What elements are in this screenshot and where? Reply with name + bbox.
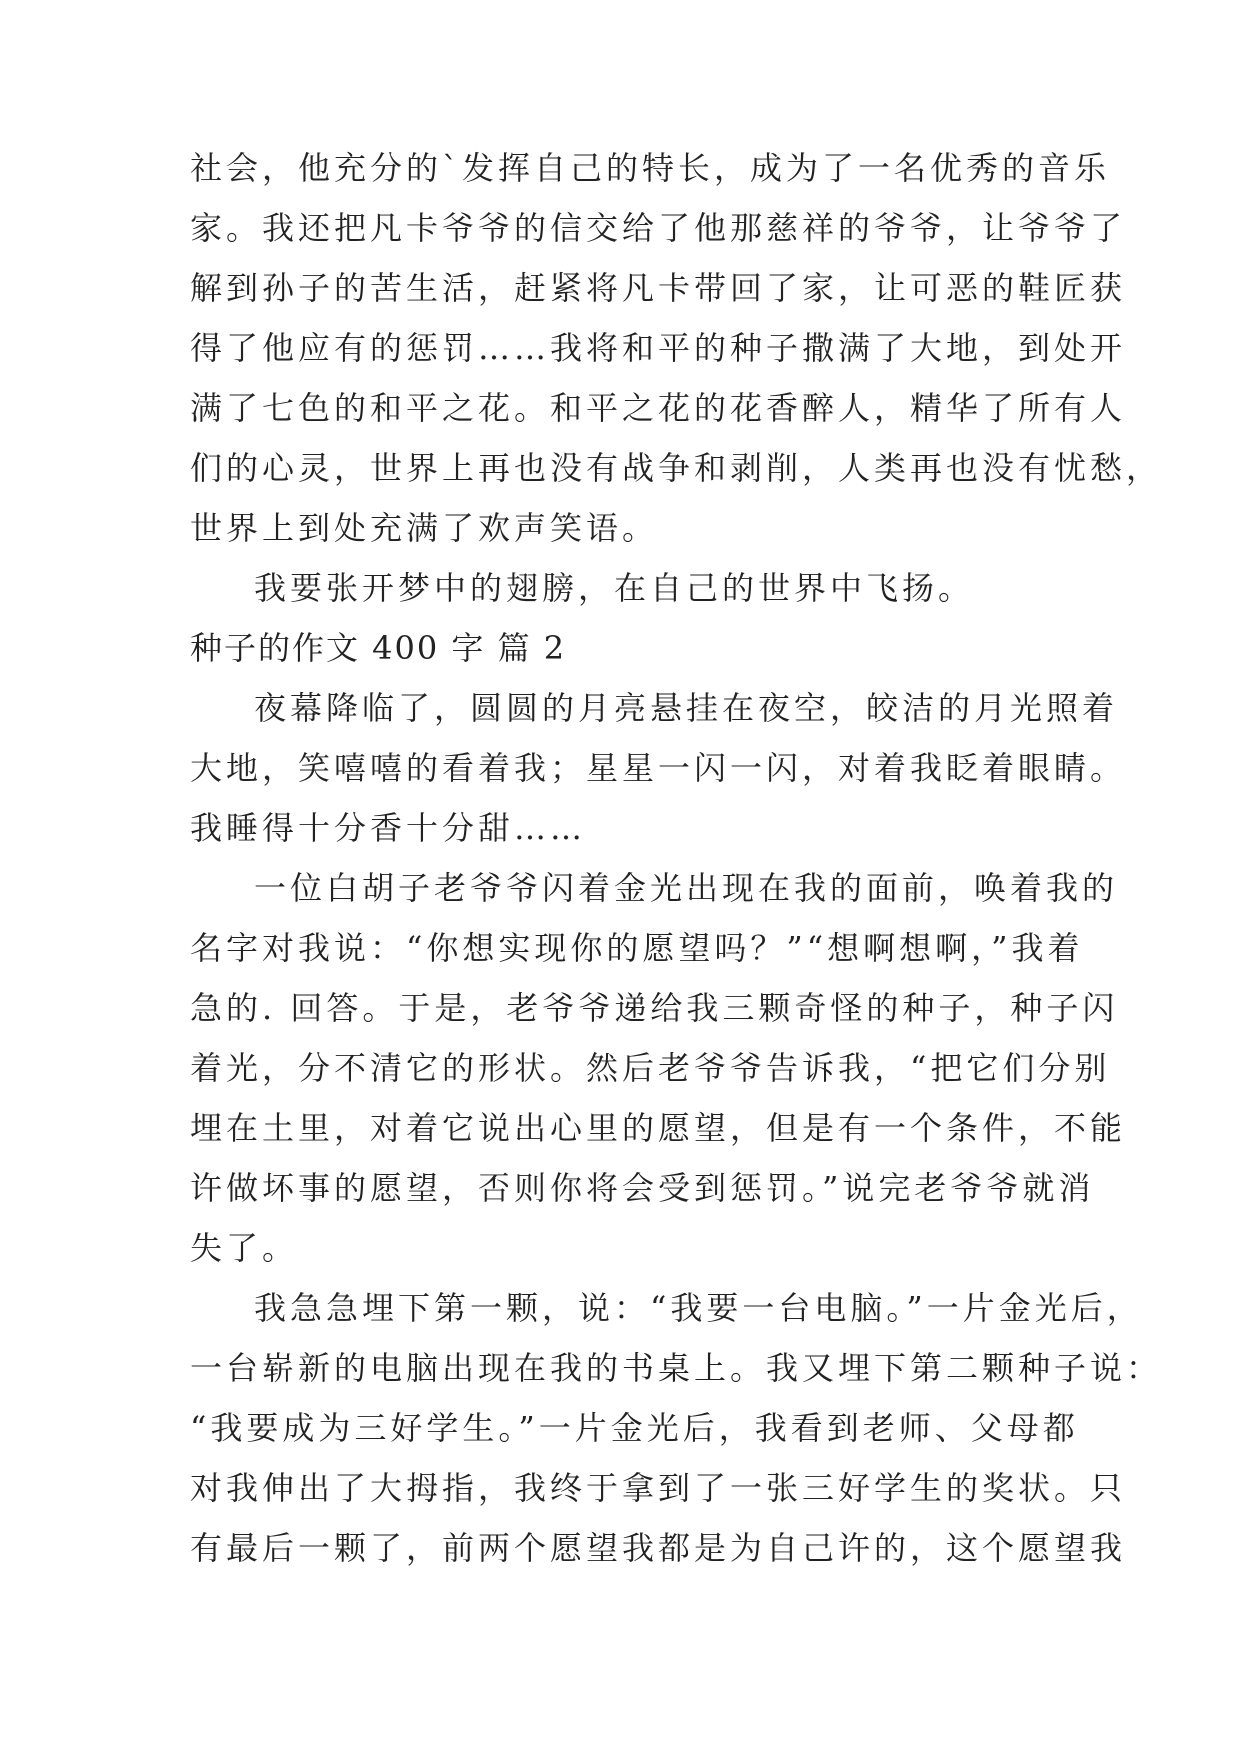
text-line: 对我伸出了大拇指，我终于拿到了一张三好学生的奖状。只 <box>190 1469 1127 1507</box>
text-line: 社会，他充分的`发挥自己的特长，成为了一名优秀的音乐 <box>190 149 1111 187</box>
paragraph-line: 我要张开梦中的翅膀，在自己的世界中飞扬。 <box>254 569 975 607</box>
text-line: 许做坏事的愿望，否则你将会受到惩罚。”说完老爷爷就消 <box>190 1169 1095 1207</box>
text-line: 世界上到处充满了欢声笑语。 <box>190 509 659 547</box>
text-line: 我睡得十分香十分甜…… <box>190 809 587 847</box>
text-line: 埋在土里，对着它说出心里的愿望，但是有一个条件，不能 <box>190 1109 1127 1147</box>
text-line: 着光，分不清它的形状。然后老爷爷告诉我，“把它们分别 <box>190 1049 1111 1087</box>
text-line: 急的. 回答。于是，老爷爷递给我三颗奇怪的种子，种子闪 <box>190 989 1119 1027</box>
text-line: 家。我还把凡卡爷爷的信交给了他那慈祥的爷爷，让爷爷了 <box>190 209 1127 247</box>
text-line: 解到孙子的苦生活，赶紧将凡卡带回了家，让可恶的鞋匠获 <box>190 269 1127 307</box>
text-line: 满了七色的和平之花。和平之花的花香醉人，精华了所有人 <box>190 389 1127 427</box>
text-line: 得了他应有的惩罚……我将和平的种子撒满了大地，到处开 <box>190 329 1127 367</box>
section-heading: 种子的作文 400 字 篇 2 <box>190 629 567 667</box>
paragraph-line: 一位白胡子老爷爷闪着金光出现在我的面前，唤着我的 <box>254 869 1119 907</box>
text-line: “我要成为三好学生。”一片金光后，我看到老师、父母都 <box>190 1409 1079 1447</box>
text-line: 们的心灵，世界上再也没有战争和剥削，人类再也没有忧愁， <box>190 449 1163 487</box>
text-line: 大地，笑嘻嘻的看着我；星星一闪一闪，对着我眨着眼睛。 <box>190 749 1127 787</box>
document-body <box>190 138 1163 1578</box>
text-line: 名字对我说：“你想实现你的愿望吗？”“想啊想啊，”我着 <box>190 929 1084 967</box>
text-line: 一台崭新的电脑出现在我的书桌上。我又埋下第二颗种子说： <box>190 1349 1163 1387</box>
paragraph-line: 我急急埋下第一颗，说：“我要一台电脑。”一片金光后， <box>254 1289 1143 1327</box>
text-line: 失了。 <box>190 1229 299 1267</box>
paragraph-line: 夜幕降临了，圆圆的月亮悬挂在夜空，皎洁的月光照着 <box>254 689 1119 727</box>
text-line: 有最后一颗了，前两个愿望我都是为自己许的，这个愿望我 <box>190 1529 1127 1567</box>
